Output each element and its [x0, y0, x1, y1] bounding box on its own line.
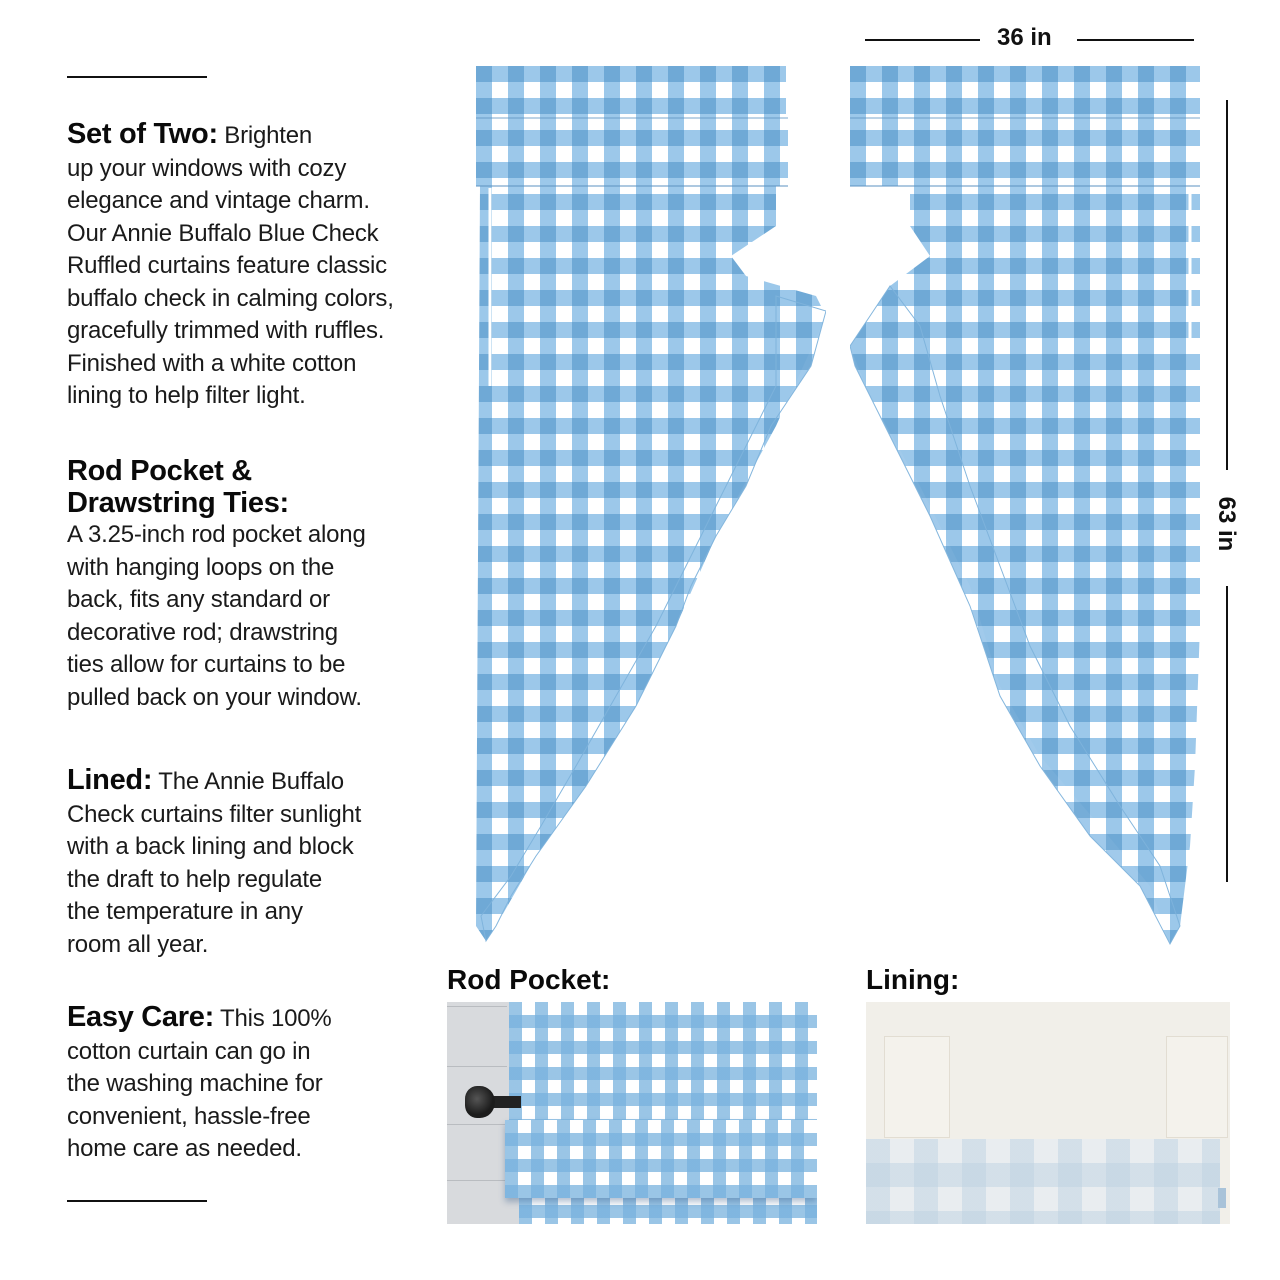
width-dimension-line-left — [865, 39, 980, 41]
hanging-loop-left — [884, 1036, 950, 1138]
lining-fabric — [866, 1139, 1220, 1224]
hanging-loop-right — [1166, 1036, 1228, 1138]
section-heading-line-1: Rod Pocket & — [67, 455, 252, 487]
right-curtain-shape — [850, 66, 1200, 946]
height-dimension-line-top — [1226, 100, 1228, 470]
section-text: A 3.25-inch rod pocket along with hanging loops on the back, fits any standard or decorative rod; drawstring ties allow for curtains to be pulled back on your window. — [67, 521, 366, 711]
lining-title: Lining: — [866, 964, 960, 995]
lining-photo — [866, 1002, 1230, 1224]
section-text: Lined: The Annie Buffalo Check curtains filter sunlight with a back lining and block the draft to help regulate the temperature in any room all year. — [67, 764, 362, 958]
height-dimension-label: 63 in — [1213, 496, 1240, 552]
section-text: Set of Two: Brighten up your windows with cozy elegance and vintage charm. Our Annie Buffalo Blue Check Ruffled curtains feature classic buffalo check in calming colors, gracefully trimmed with ruffles. Finished with a white cotton lining to help filter light. — [67, 118, 394, 409]
section-text: Easy Care: This 100% cotton curtain can go in the washing machine for convenient, hassle-free home care as needed. — [67, 1001, 332, 1162]
bottom-divider — [67, 1200, 207, 1202]
label-tag — [1218, 1188, 1226, 1208]
rod-finial — [465, 1086, 495, 1118]
height-dimension-line-bottom — [1226, 586, 1228, 882]
left-curtain-shape — [476, 66, 826, 946]
section-lined — [67, 764, 427, 961]
width-dimension-label: 36 in — [997, 24, 1052, 51]
section-easy-care — [67, 1001, 427, 1166]
ruffle-fabric — [505, 1120, 817, 1198]
section-heading-line-2: Drawstring Ties: — [67, 487, 289, 519]
section-set-of-two — [67, 118, 427, 413]
section-heading: Easy Care: — [67, 1001, 214, 1033]
curtain-rod — [491, 1096, 521, 1108]
section-heading: Lined: — [67, 764, 153, 796]
rod-pocket-title: Rod Pocket: — [447, 964, 611, 995]
left-curtain-image — [476, 66, 826, 946]
top-divider — [67, 76, 207, 78]
width-dimension-line-right — [1077, 39, 1194, 41]
right-curtain-image — [850, 66, 1200, 946]
section-heading: Set of Two: — [67, 118, 218, 150]
rod-pocket-photo — [447, 1002, 817, 1224]
section-rod-pocket-drawstring — [67, 455, 427, 714]
